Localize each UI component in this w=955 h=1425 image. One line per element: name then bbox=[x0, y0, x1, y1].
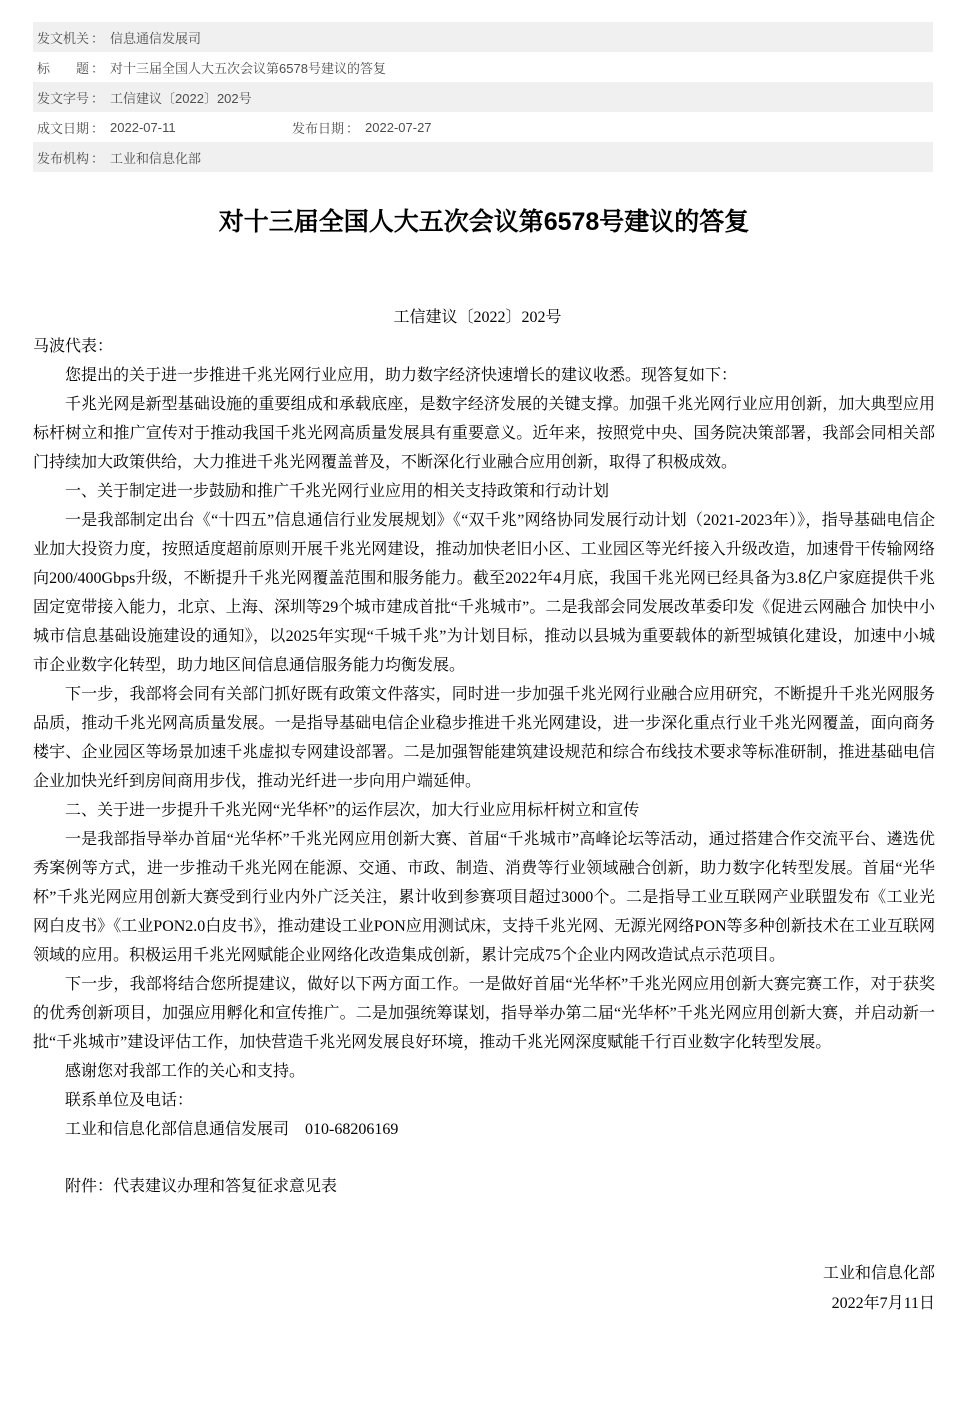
paragraph-section-1-measures: 一是我部制定出台《“十四五”信息通信行业发展规划》《“双千兆”网络协同发展行动计划（2021-2023年）》，指导基础电信企业加大投资力度，按照适度超前原则开展千兆光网建设，推动加快老旧小区、工业园区等光纤接入升级改造，加速骨干传输网络向200/400Gbps升级，不断提升千兆光网覆盖范围和服务能力。截至2022年4月底，我国千兆光网已经具备为3.8亿户家庭提供千兆固定宽带接入能力，北京、上海、深圳等29个城市建成首批“千兆城市”。二是我部会同发展改革委印发《促进云网融合 加快中小城市信息基础设施建设的通知》，以2025年实现“千城千兆”为计划目标，推动以县城为重要载体的新型城镇化建设，加速中小城市企业数字化转型，助力地区间信息通信服务能力均衡发展。 bbox=[33, 512, 935, 674]
meta-colon: ： bbox=[91, 60, 105, 76]
signature-block bbox=[33, 1259, 935, 1319]
meta-colon: ： bbox=[91, 30, 105, 46]
paragraph-thanks: 感谢您对我部工作的关心和支持。 bbox=[65, 1063, 306, 1080]
meta-label-publish-date: 发布日期 bbox=[292, 120, 345, 136]
paragraph-reply-intro: 您提出的关于进一步推进千兆光网行业应用，助力数字经济快速增长的建议收悉。现答复如下： bbox=[65, 367, 738, 384]
meta-label-issuing-organ: 发文机关 bbox=[37, 30, 90, 46]
meta-label-publishing-agency: 发布机构 bbox=[37, 150, 90, 166]
meta-colon: ： bbox=[91, 90, 105, 106]
section-2-heading: 二、关于进一步提升千兆光网“光华杯”的运作层次，加大行业应用标杆树立和宣传 bbox=[65, 802, 640, 819]
meta-label-written-date: 成文日期 bbox=[37, 120, 90, 136]
signature-date: 2022年7月11日 bbox=[831, 1295, 935, 1312]
meta-pair-publish-date bbox=[292, 118, 432, 137]
meta-colon: ： bbox=[91, 150, 105, 166]
paragraph-section-2-next-steps: 下一步，我部将结合您所提建议，做好以下两方面工作。一是做好首届“光华杯”千兆光网应用创新大赛完赛工作，对于获奖的优秀创新项目，加强应用孵化和宣传推广。二是加强统筹谋划，指导举办第二届“光华杯”千兆光网应用创新大赛，并启动新一批“千兆城市”建设评估工作，加快营造千兆光网发展良好环境，推动千兆光网深度赋能千行百业数字化转型发展。 bbox=[33, 976, 935, 1051]
signature-agency: 工业和信息化部 bbox=[822, 1265, 935, 1282]
meta-colon: ： bbox=[346, 120, 360, 136]
attachment-line: 附件：代表建议办理和答复征求意见表 bbox=[65, 1178, 338, 1195]
paragraph-background: 千兆光网是新型基础设施的重要组成和承载底座，是数字经济发展的关键支撑。加强千兆光网行业应用创新，加大典型应用标杆树立和推广宣传对于推动我国千兆光网高质量发展具有重要意义。近年来，按照党中央、国务院决策部署，我部会同相关部门持续加大政策供给，大力推进千兆光网覆盖普及，不断深化行业融合应用创新，取得了积极成效。 bbox=[33, 396, 935, 471]
paragraph-section-2-measures: 一是我部指导举办首届“光华杯”千兆光网应用创新大赛、首届“千兆城市”高峰论坛等活动，通过搭建合作交流平台、遴选优秀案例等方式，进一步推动千兆光网在能源、交通、市政、制造、消费等行业领域融合创新，助力数字化转型发展。首届“光华杯”千兆光网应用创新大赛受到行业内外广泛关注，累计收到参赛项目超过3000个。二是指导工业互联网产业联盟发布《工业光网白皮书》《工业PON2.0白皮书》，推动建设工业PON应用测试床，支持千兆光网、无源光网络PON等多种创新技术在工业互联网领域的应用。积极运用千兆光网赋能企业网络化改造集成创新，累计完成75个企业内网改造试点示范项目。 bbox=[33, 831, 935, 964]
document-title: 对十三届全国人大五次会议第6578号建议的答复 bbox=[218, 208, 750, 236]
meta-row-doc-number bbox=[33, 82, 933, 112]
meta-value-publish-date: 2022-07-27 bbox=[365, 119, 432, 135]
document-page bbox=[0, 22, 955, 1425]
meta-value-publishing-agency: 工业和信息化部 bbox=[110, 150, 202, 166]
section-1-heading: 一、关于制定进一步鼓励和推广千兆光网行业应用的相关支持政策和行动计划 bbox=[65, 483, 610, 500]
meta-pair-written-date bbox=[37, 118, 292, 137]
meta-value-doc-number: 工信建议〔2022〕202号 bbox=[110, 90, 252, 106]
meta-row-issuing-organ bbox=[33, 22, 933, 52]
document-body bbox=[33, 332, 935, 1319]
meta-colon: ： bbox=[91, 120, 105, 136]
meta-label-title: 标 题 bbox=[37, 60, 90, 76]
meta-value-title: 对十三届全国人大五次会议第6578号建议的答复 bbox=[110, 60, 386, 76]
document-number-line: 工信建议〔2022〕202号 bbox=[393, 309, 562, 326]
meta-row-title bbox=[33, 52, 933, 82]
meta-row-dates bbox=[33, 112, 933, 142]
meta-value-issuing-organ: 信息通信发展司 bbox=[110, 30, 202, 46]
salutation: 马波代表： bbox=[33, 338, 114, 355]
meta-row-publishing-agency bbox=[33, 142, 933, 172]
contact-value: 工业和信息化部信息通信发展司 010-68206169 bbox=[65, 1121, 399, 1138]
paragraph-section-1-next-steps: 下一步，我部将会同有关部门抓好既有政策文件落实，同时进一步加强千兆光网行业融合应用研究，不断提升千兆光网服务品质，推动千兆光网高质量发展。一是指导基础电信企业稳步推进千兆光网建设，进一步深化重点行业千兆光网覆盖，面向商务楼宇、企业园区等场景加速千兆虚拟专网建设部署。二是加强智能建筑建设规范和综合布线技术要求等标准研制，推进基础电信企业加快光纤到房间商用步伐，推动光纤进一步向用户端延伸。 bbox=[33, 686, 935, 790]
document-meta-table bbox=[33, 22, 933, 172]
contact-label: 联系单位及电话： bbox=[65, 1092, 194, 1109]
meta-label-doc-number: 发文字号 bbox=[37, 90, 90, 106]
meta-value-written-date: 2022-07-11 bbox=[110, 119, 176, 135]
